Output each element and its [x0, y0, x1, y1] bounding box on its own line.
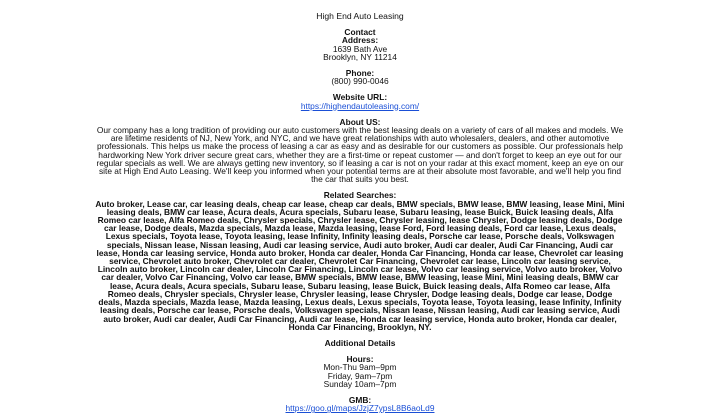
address-street: 1639 Bath Ave	[332, 43, 388, 54]
about-text: Our company has a long tradition of providing our auto customers with the best leasing deals on a variety of cars of all makes and models. We are lifetime residents of NJ, New York, and NYC, and we have great relationships with auto wholesalers, dealers, and other automotive professionals. This helps us make the process of leasing a car as easy and as desirable for our customers as possible. Our professionals help hardworking New York driver secure great cars, whether they are a first-time or repeat customer — and don't forget to keep an eye out for our regular specials as well. We are always getting new inventory, so if leasing a car is not on your radar at this exact moment, keep an eye on our site at High End Auto Leasing. We'll keep you informed when your potential terms are at their absolute most favorable, and we'll help you find the car that suits you best.	[96, 125, 624, 185]
website-section	[95, 93, 625, 109]
related-searches-label: Related Searches:	[323, 190, 397, 201]
hours-section	[95, 355, 625, 388]
hours-label: Hours:	[346, 354, 374, 365]
hours-line: Sunday 10am–7pm	[323, 378, 397, 389]
contact-heading: Contact	[344, 27, 376, 38]
business-listing	[95, 0, 625, 412]
address-label: Address:	[341, 35, 379, 46]
gmb-link[interactable]: https://goo.gl/maps/JzjZ7ypsL8B6aoLd9	[285, 403, 435, 413]
site-title: High End Auto Leasing	[316, 11, 404, 21]
about-section	[95, 118, 625, 184]
phone-label: Phone:	[345, 68, 375, 79]
phone-number: (800) 990-0046	[331, 76, 389, 87]
website-label: Website URL:	[332, 92, 388, 103]
about-label: About US:	[339, 116, 381, 127]
additional-details-section	[95, 339, 625, 347]
hours-line: Mon-Thu 9am–9pm	[323, 362, 397, 373]
website-link[interactable]: https://highendautoleasing.com/	[300, 100, 420, 111]
gmb-label: GMB:	[348, 394, 372, 405]
address-city: Brooklyn, NY 11214	[323, 51, 397, 62]
related-searches-section	[95, 191, 625, 330]
phone-section	[95, 69, 625, 85]
additional-details-heading: Additional Details	[324, 337, 396, 348]
related-searches-text: Auto broker, Lease car, car leasing deals, cheap car lease, cheap car deals, BMW specials, BMW lease, BMW leasing, lease Mini, Mini leasing deals, BMW car lease, Acura deals, Acura specials, Subaru lease, Subaru leasing, lease Buick, Buick leasing deals, Alfa Romeo car lease, Alfa Romeo deals, Chrysler specials, Chrysler lease, Chrysler leasing, lease Chrysler, Dodge leasing deals, Dodge car lease, Dodge deals, Mazda specials, Mazda lease, Mazda leasing, lease Ford, Ford leasing deals, Ford car lease, Lexus deals, Lexus specials, Toyota lease, Toyota leasing, lease Infinity, Infinity leasing deals, Porsche car lease, Porsche deals, Volkswagen specials, Nissan lease, Nissan leasing, Audi car leasing service, Audi auto broker, Audi car dealer, Audi Car Financing, Audi car lease, Honda car leasing service, Honda auto broker, Honda car dealer, Honda Car Financing, Honda car lease, Chevrolet car leasing service, Chevrolet auto broker, Chevrolet car dealer, Chevrolet Car Financing, Chevrolet car lease, Lincoln car leasing service, Lincoln auto broker, Lincoln car dealer, Lincoln Car Financing, Lincoln car lease, Volvo car leasing service, Volvo auto broker, Volvo car dealer, Volvo Car Financing, Volvo car lease, BMW specials, BMW lease, BMW leasing, lease Mini, Mini leasing deals, BMW car lease, Acura deals, Acura specials, Subaru lease, Subaru leasing, lease Buick, Buick leasing deals, Alfa Romeo car lease, Alfa Romeo deals, Chrysler specials, Chrysler lease, Chrysler leasing, lease Chrysler, Dodge leasing deals, Dodge car lease, Dodge deals, Mazda specials, Mazda lease, Mazda leasing, Lexus deals, Lexus specials, Toyota lease, Toyota leasing, lease Infinity, Infinity leasing deals, Porsche car lease, Porsche deals, Volkswagen specials, Nissan lease, Nissan leasing, Audi car leasing service, Audi auto broker, Audi car dealer, Audi Car Financing, Audi car lease, Honda car leasing service, Honda auto broker, Honda car dealer, Honda Car Financing, Brooklyn, NY.	[95, 198, 625, 332]
gmb-section	[95, 396, 625, 412]
hours-line: Friday, 9am–7pm	[327, 370, 393, 381]
contact-section	[95, 28, 625, 61]
